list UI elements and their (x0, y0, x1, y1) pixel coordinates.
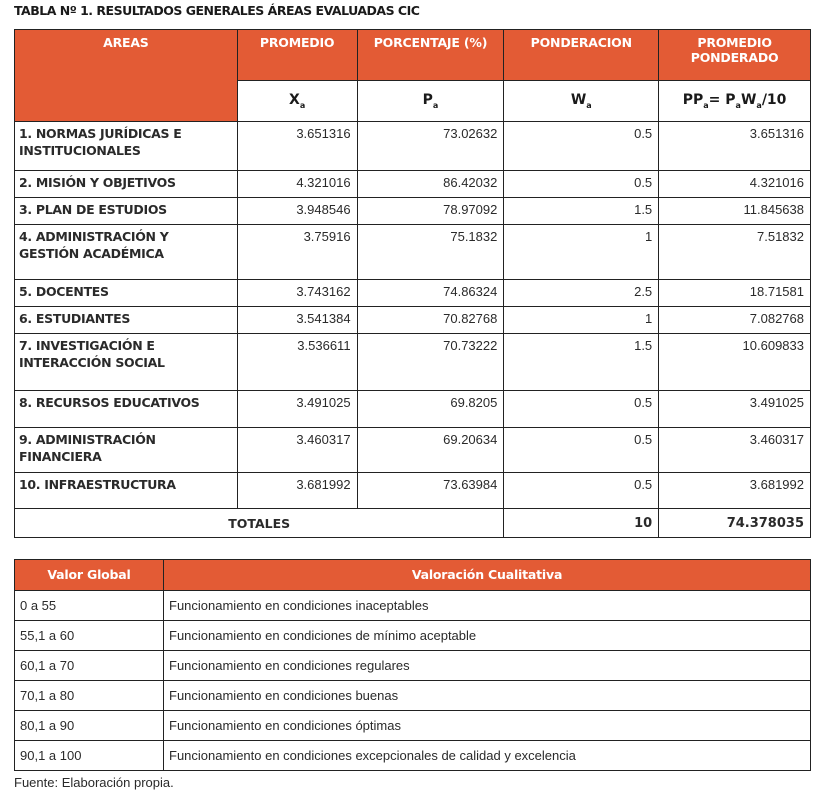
header-promedio-ponderado-line2: PONDERADO (690, 50, 779, 65)
cell-promedio: 3.743162 (237, 280, 357, 307)
symbol-xa: $X_a$ (237, 81, 357, 122)
header-porcentaje: PORCENTAJE (%) (357, 30, 504, 81)
area-name: 1. NORMAS JURÍDICAS E INSTITUCIONALES (15, 122, 238, 171)
cell-ponderado: 18.71581 (659, 280, 811, 307)
area-name: 7. INVESTIGACIÓN E INTERACCIÓN SOCIAL (15, 334, 238, 391)
header-valoracion: Valoración Cualitativa (164, 560, 811, 591)
scale-row (15, 741, 811, 771)
cell-ponderacion: 1 (504, 225, 659, 280)
cell-porcentaje: 73.02632 (357, 122, 504, 171)
cell-valor: 0 a 55 (15, 591, 164, 621)
cell-promedio: 3.541384 (237, 307, 357, 334)
table-row (15, 198, 811, 225)
totals-row (15, 509, 811, 538)
cell-ponderacion: 0.5 (504, 391, 659, 428)
symbol-wa: $W_a$ (504, 81, 659, 122)
cell-ponderado: 3.681992 (659, 473, 811, 509)
cell-valoracion: Funcionamiento en condiciones excepcionales de calidad y excelencia (164, 741, 811, 771)
cell-ponderado: 4.321016 (659, 171, 811, 198)
area-name: 8. RECURSOS EDUCATIVOS (15, 391, 238, 428)
cell-porcentaje: 70.73222 (357, 334, 504, 391)
cell-promedio: 3.75916 (237, 225, 357, 280)
area-name: 3. PLAN DE ESTUDIOS (15, 198, 238, 225)
header-promedio-ponderado-line1: PROMEDIO (697, 35, 772, 50)
scale-row (15, 681, 811, 711)
cell-valor: 80,1 a 90 (15, 711, 164, 741)
table-row (15, 280, 811, 307)
scale-table (14, 559, 811, 771)
cell-porcentaje: 69.20634 (357, 428, 504, 473)
cell-ponderacion: 1.5 (504, 334, 659, 391)
cell-porcentaje: 86.42032 (357, 171, 504, 198)
cell-ponderacion: 1 (504, 307, 659, 334)
cell-porcentaje: 78.97092 (357, 198, 504, 225)
symbol-pa: $P_a$ (357, 81, 504, 122)
area-name: 10. INFRAESTRUCTURA (15, 473, 238, 509)
cell-ponderacion: 0.5 (504, 428, 659, 473)
table-title: TABLA Nº 1. RESULTADOS GENERALES ÁREAS EVALUADAS CIC (14, 3, 420, 18)
cell-valoracion: Funcionamiento en condiciones de mínimo aceptable (164, 621, 811, 651)
cell-ponderado: 7.082768 (659, 307, 811, 334)
cell-ponderacion: 0.5 (504, 473, 659, 509)
header-ponderacion: PONDERACION (504, 30, 659, 81)
cell-ponderado: 11.845638 (659, 198, 811, 225)
cell-ponderado: 3.491025 (659, 391, 811, 428)
area-name: 4. ADMINISTRACIÓN Y GESTIÓN ACADÉMICA (15, 225, 238, 280)
cell-promedio: 3.491025 (237, 391, 357, 428)
scale-row (15, 651, 811, 681)
cell-ponderacion: 2.5 (504, 280, 659, 307)
totals-ponderado: 74.378035 (659, 509, 811, 538)
header-promedio-ponderado (659, 30, 811, 81)
cell-porcentaje: 73.63984 (357, 473, 504, 509)
cell-valor: 55,1 a 60 (15, 621, 164, 651)
cell-ponderado: 7.51832 (659, 225, 811, 280)
cell-promedio: 3.681992 (237, 473, 357, 509)
cell-porcentaje: 70.82768 (357, 307, 504, 334)
cell-valoracion: Funcionamiento en condiciones óptimas (164, 711, 811, 741)
scale-row (15, 591, 811, 621)
cell-promedio: 3.460317 (237, 428, 357, 473)
totals-label: TOTALES (15, 509, 504, 538)
cell-valoracion: Funcionamiento en condiciones inaceptables (164, 591, 811, 621)
source-note: Fuente: Elaboración propia. (14, 775, 174, 790)
cell-valoracion: Funcionamiento en condiciones buenas (164, 681, 811, 711)
table-row (15, 171, 811, 198)
totals-ponderacion: 10 (504, 509, 659, 538)
header-promedio: PROMEDIO (237, 30, 357, 81)
results-table (14, 29, 811, 538)
scale-row (15, 711, 811, 741)
cell-valor: 90,1 a 100 (15, 741, 164, 771)
cell-ponderado: 3.460317 (659, 428, 811, 473)
cell-valor: 70,1 a 80 (15, 681, 164, 711)
symbol-formula: $PP_a= P_aW_a/10$ (659, 81, 811, 122)
cell-porcentaje: 74.86324 (357, 280, 504, 307)
area-name: 2. MISIÓN Y OBJETIVOS (15, 171, 238, 198)
cell-promedio: 3.651316 (237, 122, 357, 171)
area-name: 5. DOCENTES (15, 280, 238, 307)
table-row (15, 225, 811, 280)
area-name: 9. ADMINISTRACIÓN FINANCIERA (15, 428, 238, 473)
area-name: 6. ESTUDIANTES (15, 307, 238, 334)
cell-promedio: 4.321016 (237, 171, 357, 198)
cell-ponderado: 10.609833 (659, 334, 811, 391)
cell-ponderacion: 0.5 (504, 171, 659, 198)
table-row (15, 307, 811, 334)
header-valor-global: Valor Global (15, 560, 164, 591)
cell-promedio: 3.948546 (237, 198, 357, 225)
table-row (15, 473, 811, 509)
table-row (15, 122, 811, 171)
cell-ponderado: 3.651316 (659, 122, 811, 171)
table-row (15, 391, 811, 428)
cell-ponderacion: 0.5 (504, 122, 659, 171)
header-areas: AREAS (15, 30, 238, 122)
cell-valor: 60,1 a 70 (15, 651, 164, 681)
cell-ponderacion: 1.5 (504, 198, 659, 225)
cell-porcentaje: 69.8205 (357, 391, 504, 428)
scale-row (15, 621, 811, 651)
cell-porcentaje: 75.1832 (357, 225, 504, 280)
table-row (15, 428, 811, 473)
cell-promedio: 3.536611 (237, 334, 357, 391)
cell-valoracion: Funcionamiento en condiciones regulares (164, 651, 811, 681)
table-row (15, 334, 811, 391)
